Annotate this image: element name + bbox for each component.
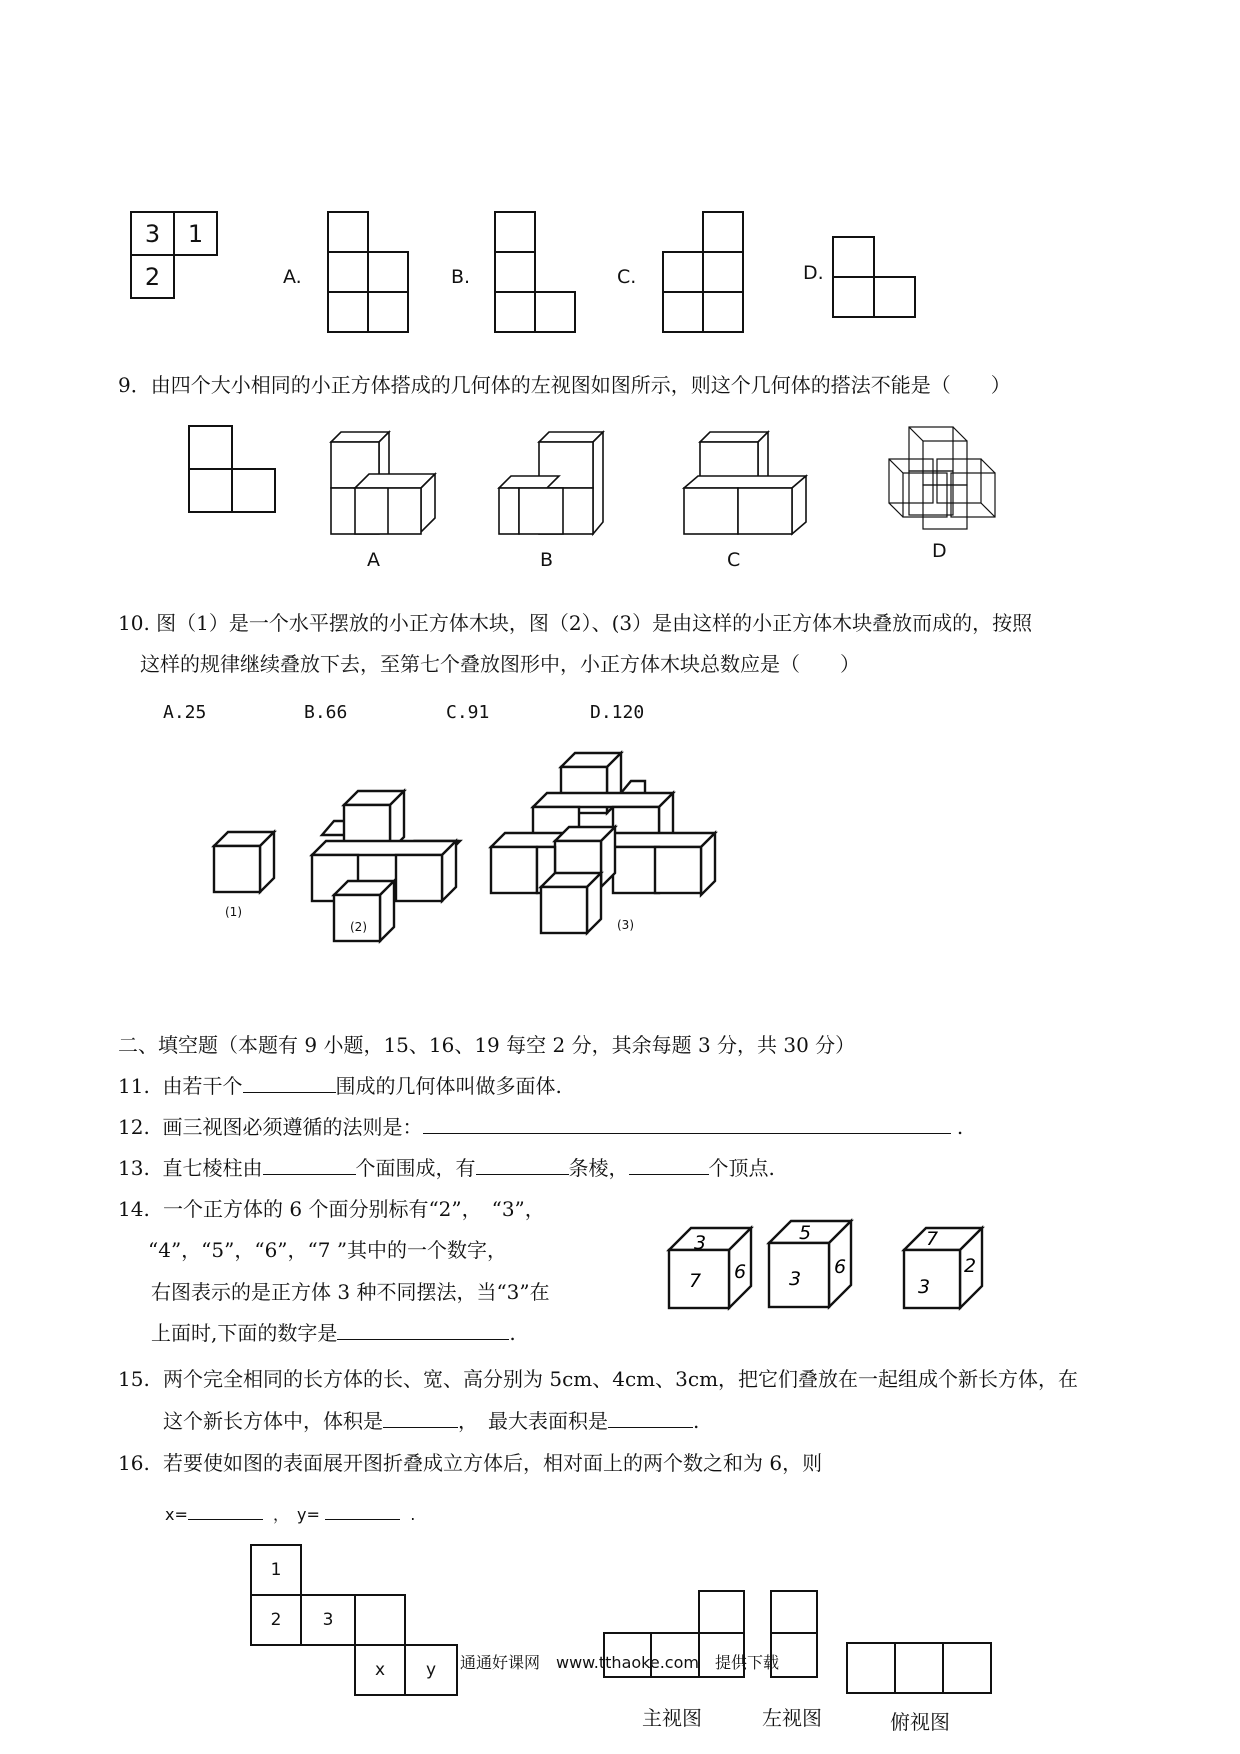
grid-cell [662, 291, 704, 333]
grid-cell [942, 1642, 992, 1694]
q11-answer-blank[interactable] [243, 1091, 336, 1093]
grid-cell [702, 251, 744, 293]
q13-text-1: 直七棱柱由 [162, 1156, 263, 1180]
q8-option-a-label: A. [283, 266, 302, 288]
grid-cell [494, 291, 536, 333]
q14-cube-3-side: 2 [963, 1255, 977, 1277]
q10-line1: 10. 图（1）是一个水平摆放的小正方体木块，图（2）、(3）是由这样的小正方体木块叠放而成的，按照 [118, 611, 1033, 635]
grid-cell [662, 251, 704, 293]
q14-cube-2 [765, 1213, 855, 1309]
q9-option-c-label: C [727, 549, 741, 571]
q10-choice-c: C.91 [446, 702, 490, 723]
q15-text-a: 这个新长方体中，体积是 [163, 1409, 383, 1433]
net-cell [354, 1594, 406, 1646]
q10-figure-1 [212, 830, 282, 896]
grid-cell [367, 291, 409, 333]
q13-text-2: 个面围成，有 [355, 1156, 476, 1180]
grid-cell [698, 1590, 745, 1634]
q14-cube-1-side: 6 [733, 1261, 747, 1283]
grid-cell [494, 211, 536, 253]
q16-y-blank[interactable] [325, 1518, 400, 1520]
q10-figure-1-label: (1) [225, 905, 242, 919]
q16-line1: 若要使如图的表面展开图折叠成立方体后，相对面上的两个数之和为 6，则 [163, 1451, 823, 1475]
q8-option-c-label: C. [617, 266, 637, 288]
q11-text-before: 由若干个 [162, 1074, 243, 1098]
q10-figure-2 [310, 785, 460, 941]
q12 [118, 1114, 963, 1140]
q10-figure-3 [485, 745, 720, 935]
q14-cube-1 [665, 1220, 755, 1310]
grid-cell [894, 1642, 944, 1694]
q15-line1: 两个完全相同的长方体的长、宽、高分别为 5cm、4cm、3cm，把它们叠放在一起组成个新长方体，在 [163, 1367, 1079, 1391]
q14-line3: 右图表示的是正方体 3 种不同摆法，当“3”在 [151, 1280, 550, 1304]
q16-x-label: x= [165, 1505, 188, 1524]
q14-line2: “4”，“5”，“6”，“7 ”其中的一个数字， [148, 1238, 508, 1262]
q8-option-b-label: B. [451, 266, 471, 288]
q8-grid-cell: 2 [130, 254, 175, 299]
q12-answer-blank[interactable] [423, 1132, 951, 1134]
q9-text: 9．由四个大小相同的小正方体搭成的几何体的左视图如图所示，则这个几何体的搭法不能是（ ） [118, 373, 1011, 397]
grid-cell [494, 251, 536, 293]
q9-option-b-figure [495, 430, 615, 535]
q15-line2 [163, 1408, 699, 1434]
grid-cell [327, 211, 369, 253]
q9-option-c-figure [680, 430, 810, 535]
q8-grid-cell: 1 [173, 211, 218, 256]
q9-option-a-figure [325, 430, 445, 535]
q9-option-b-label: B [540, 549, 554, 571]
q13-edges-blank[interactable] [476, 1173, 569, 1175]
q14-cube-1-top: 3 [693, 1232, 707, 1254]
net-cell: 2 [250, 1594, 302, 1646]
q15-number: 15. [118, 1367, 150, 1391]
q14-cube-3-front: 3 [917, 1276, 931, 1298]
q10-choice-a: A.25 [163, 702, 207, 723]
q13-faces-blank[interactable] [263, 1173, 356, 1175]
q14-line4-text: 上面时,下面的数字是 [151, 1321, 338, 1345]
grid-cell [367, 251, 409, 293]
q10-figure-3-label: (3) [617, 918, 634, 932]
q14-cube-2-side: 6 [833, 1256, 847, 1278]
q10-choice-d: D.120 [590, 702, 645, 723]
front-view-label: 主视图 [642, 1706, 702, 1730]
section2-title: 二、填空题（本题有 9 小题，15、16、19 每空 2 分，其余每题 3 分，共 30 分） [118, 1033, 856, 1057]
q16-line2 [165, 1502, 415, 1528]
q9-option-d-figure [885, 425, 1005, 530]
q14-line4 [151, 1320, 516, 1346]
q10-line2: 这样的规律继续叠放下去，至第七个叠放图形中，小正方体木块总数应是（ ） [140, 652, 860, 676]
top-view-label: 俯视图 [890, 1710, 950, 1734]
q10-choice-b: B.66 [304, 702, 348, 723]
q9-option-d-label: D [932, 540, 947, 562]
q14-cube-3-top: 7 [925, 1228, 939, 1250]
grid-cell [702, 291, 744, 333]
q15-text-c: . [693, 1409, 700, 1433]
q12-text-before: 画三视图必须遵循的法则是： [162, 1115, 423, 1139]
q16-number: 16. [118, 1451, 150, 1475]
q11-text-after: 围成的几何体叫做多面体. [335, 1074, 562, 1098]
grid-cell [846, 1642, 896, 1694]
grid-cell [327, 291, 369, 333]
net-cell: x [354, 1644, 406, 1696]
q11-number: 11. [118, 1074, 150, 1098]
q14-line1: 一个正方体的 6 个面分别标有“2”， “3”， [163, 1197, 545, 1221]
grid-cell [231, 468, 276, 513]
q14-cube-1-front: 7 [688, 1270, 702, 1292]
q14-number: 14. [118, 1197, 150, 1221]
q14-answer-blank[interactable] [337, 1338, 509, 1340]
q14-cube-3 [900, 1220, 990, 1310]
q16-x-blank[interactable] [188, 1518, 263, 1520]
net-cell: y [404, 1644, 458, 1696]
q13 [118, 1155, 775, 1181]
q11 [118, 1073, 562, 1099]
q15-volume-blank[interactable] [383, 1426, 458, 1428]
q8-grid-cell: 3 [130, 211, 175, 256]
q10-figure-2-label: (2) [350, 920, 367, 934]
q16-end: . [410, 1505, 416, 1524]
left-view-label: 左视图 [762, 1706, 822, 1730]
q14-line4-end: . [509, 1321, 516, 1345]
q15-text-b: ， 最大表面积是 [458, 1409, 608, 1433]
grid-cell [327, 251, 369, 293]
q13-text-3: 条棱， [568, 1156, 629, 1180]
q16-separator: ， y= [273, 1505, 320, 1524]
q12-text-after: . [956, 1115, 964, 1139]
q13-text-4: 个顶点. [708, 1156, 775, 1180]
q12-number: 12. [118, 1115, 150, 1139]
grid-cell [832, 236, 875, 278]
net-cell: 1 [250, 1544, 302, 1596]
net-cell: 3 [300, 1594, 356, 1646]
q8-option-d-label: D. [803, 262, 824, 284]
watermark: 通通好课网 www.tthaoke.com 提供下载 [460, 1653, 779, 1672]
q13-vertices-blank[interactable] [629, 1173, 709, 1175]
grid-cell [702, 211, 744, 253]
grid-cell [873, 276, 916, 318]
q9-option-a-label: A [367, 549, 380, 571]
q14-cube-2-top: 5 [798, 1222, 812, 1244]
grid-cell [832, 276, 875, 318]
q13-number: 13. [118, 1156, 150, 1180]
q15-area-blank[interactable] [608, 1426, 693, 1428]
grid-cell [770, 1590, 818, 1634]
grid-cell [188, 425, 233, 470]
q14-cube-2-front: 3 [788, 1268, 802, 1290]
grid-cell [534, 291, 576, 333]
grid-cell [188, 468, 233, 513]
